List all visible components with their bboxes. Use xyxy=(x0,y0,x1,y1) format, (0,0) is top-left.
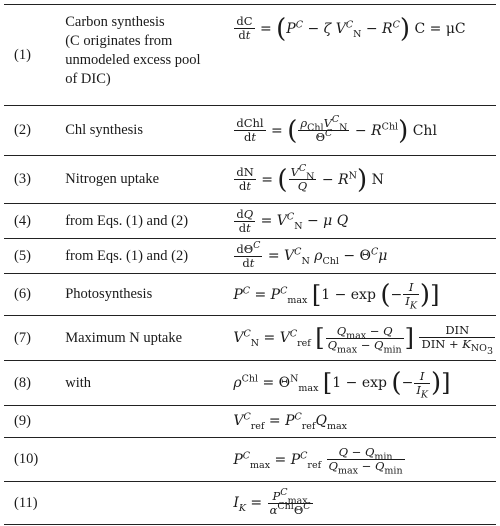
equation-formula xyxy=(229,361,496,406)
equation-description xyxy=(65,204,229,239)
equation-formula xyxy=(229,156,496,204)
math-dq-dt: $\frac{dQ}{dt}$ = $V^C_N - \mu$ Q xyxy=(236,206,349,235)
description-line: with xyxy=(65,374,91,391)
equation-description xyxy=(65,239,229,274)
description-line: Carbon synthesis xyxy=(65,14,165,30)
equation-number: (10) xyxy=(14,451,39,467)
equation-number: (7) xyxy=(14,329,31,346)
equation-description xyxy=(65,106,229,156)
equation-number: (2) xyxy=(14,122,31,138)
math-ik: $I_K$ = $\frac{P^C_{max}}{\alpha^{Chl}\Theta^C}$ xyxy=(233,486,311,517)
equation-description xyxy=(65,406,229,438)
equation-formula xyxy=(229,406,496,438)
equation-row-4 xyxy=(4,204,496,239)
equation-description xyxy=(65,5,229,106)
equation-number: (9) xyxy=(14,413,31,429)
equation-description xyxy=(65,482,229,525)
equation-formula xyxy=(229,106,496,156)
equation-number: (4) xyxy=(14,212,31,229)
description-line: of DIC) xyxy=(65,71,111,87)
math-photosynthesis: $P^C = P^C_{max}$ [1 − exp (− $\frac{I}{I_K}$ )] xyxy=(233,279,440,312)
description-line: from Eqs. (1) and (2) xyxy=(65,247,189,264)
equation-number: (1) xyxy=(14,46,31,63)
description-line: unmodeled excess pool xyxy=(65,52,201,68)
equation-number: (11) xyxy=(14,494,38,511)
equation-formula xyxy=(229,204,496,239)
description-line: (C originates from xyxy=(65,33,173,49)
equation-number: (5) xyxy=(14,247,31,264)
equation-row-6 xyxy=(4,274,496,316)
math-nitrogen-uptake: $\frac{dN}{dt}$ = ( $\frac{V^C_N}{Q}$ − $R^N$) N xyxy=(236,163,384,195)
equation-number: (6) xyxy=(14,286,31,302)
math-rho-chl: $\rho^{Chl} = \Theta^N_{max}$ [1 − exp (− $\frac{I}{I_K}$ )] xyxy=(233,368,451,400)
math-carbon-synthesis: $\frac{dC}{dt}$ = ($P^C - \zeta$ $V^C_N - R^C$) C = μC xyxy=(236,13,466,44)
math-chl-synthesis: $\frac{\text{dChl}}{dt}$ = ( $\frac{\rho_{Chl}V^C_N}{\Theta^C}$ − $R^{Chl}$) Chl xyxy=(236,114,437,146)
equation-row-5 xyxy=(4,239,496,274)
equation-table xyxy=(4,4,496,525)
equation-description xyxy=(65,274,229,316)
math-p-max: $P^C_{max} = P^C_{ref}$ $\frac{Q - Q_{min}}{Q_{max} - Q_{min}}$ xyxy=(233,445,403,477)
equation-formula xyxy=(229,239,496,274)
equation-formula xyxy=(229,482,496,525)
equation-description xyxy=(65,156,229,204)
description-line: Maximum N uptake xyxy=(65,329,183,346)
equation-row-3 xyxy=(4,156,496,204)
equation-row-8 xyxy=(4,361,496,406)
math-v-ref: $V^C_{ref} = P^C_{ref}Q_{max}$ xyxy=(233,411,347,432)
math-dtheta-dt: $\frac{d\Theta^C}{dt}$ = $V^C_N$ $\rho_{Chl} - \Theta^C\mu$ xyxy=(236,239,388,270)
equation-row-10 xyxy=(4,438,496,482)
description-line: Nitrogen uptake xyxy=(65,171,160,187)
equation-description xyxy=(65,361,229,406)
equation-row-9 xyxy=(4,406,496,438)
equation-row-1 xyxy=(4,5,496,106)
equation-number: (3) xyxy=(14,171,31,187)
description-line: Chl synthesis xyxy=(65,122,143,138)
equation-row-2 xyxy=(4,106,496,156)
equation-description xyxy=(65,438,229,482)
equation-description xyxy=(65,316,229,361)
equation-number: (8) xyxy=(14,374,31,391)
equation-formula xyxy=(229,274,496,316)
equation-row-7 xyxy=(4,316,496,361)
math-max-n-uptake: $V^C_N = V^C_{ref}$ [ $\frac{Q_{max} - Q}{Q_{max} - Q_{min}}$ ] $\frac{\text{DIN}}{DIN + K_{NO_3}}$ xyxy=(233,322,493,358)
equation-formula xyxy=(229,5,496,106)
description-line: Photosynthesis xyxy=(65,286,153,302)
equation-formula xyxy=(229,316,496,361)
equation-formula xyxy=(229,438,496,482)
description-line: from Eqs. (1) and (2) xyxy=(65,212,189,229)
equation-row-11 xyxy=(4,482,496,525)
